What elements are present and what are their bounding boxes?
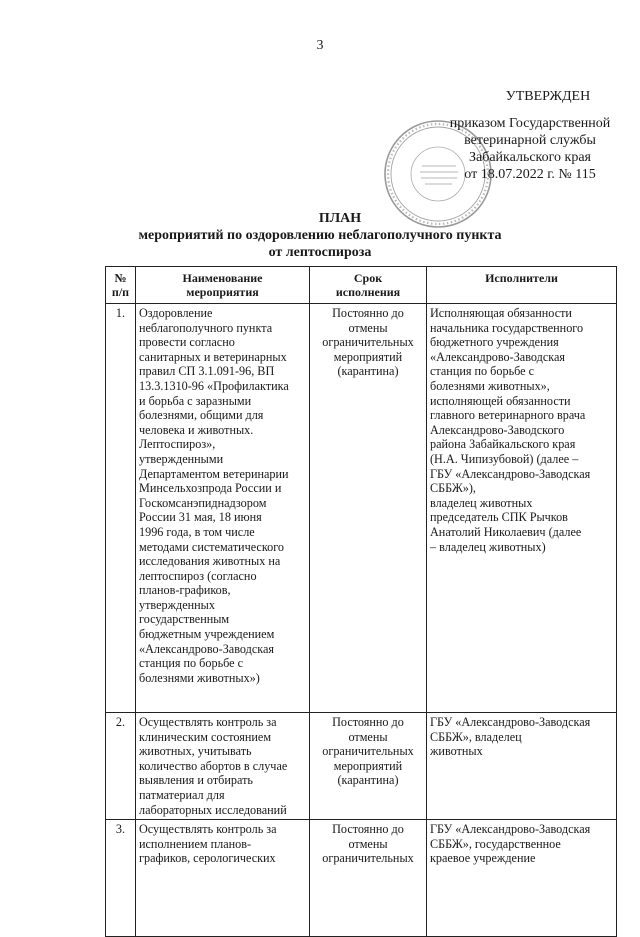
measures-table-wrap (105, 266, 616, 937)
table-row (106, 820, 617, 937)
approval-line: Забайкальского края (468, 150, 591, 165)
row-number: 2. (106, 713, 136, 820)
header-number: № п/п (106, 267, 136, 304)
row-executors: Исполняющая обязанности начальника государственного бюджетного учреждения «Александрово-Заводская станция по борьбе с болезнями животных», исполняющей обязанности главного ветеринарного врача Александрово-Заводского района Забайкальского края (Н.А. Чипизубовой) (далее – ГБУ «Александрово-Заводская СББЖ»), владелец животных председатель СПК Рычков Анатолий Николаевич (далее – владелец животных) (427, 304, 617, 713)
table-row (106, 713, 617, 820)
row-term: Постоянно до отмены ограничительных мероприятий (карантина) (310, 304, 427, 713)
row-term: Постоянно до отмены ограничительных (310, 820, 427, 937)
row-term: Постоянно до отмены ограничительных мероприятий (карантина) (310, 713, 427, 820)
approval-line: ветеринарной службы (464, 133, 596, 148)
table-header-row (106, 267, 617, 304)
page-number: 3 (316, 38, 324, 53)
header-executors: Исполнители (427, 267, 617, 304)
plan-title: ПЛАН (318, 211, 362, 226)
row-activity: Осуществлять контроль за исполнением планов- графиков, серологических (136, 820, 310, 937)
row-executors: ГБУ «Александрово-Заводская СББЖ», владелец животных (427, 713, 617, 820)
approval-title: УТВЕРЖДЕН (505, 89, 591, 104)
row-activity: Оздоровление неблагополучного пункта провести согласно санитарных и ветеринарных правил СП 3.1.091-96, ВП 13.3.1310-96 «Профилактика и борьба с заразными болезнями, общими для человека и животных. Лептоспироз», утвержденными Департаментом ветеринарии Минсельхозпрода России и Госкомсанэпиднадзором России 31 мая, 18 июня 1996 года, в том числе методами систематического исследования животных на лептоспироз (согласно планов-графиков, утвержденных государственным бюджетным учреждением «Александрово-Заводская станция по борьбе с болезнями животных») (136, 304, 310, 713)
header-activity: Наименование мероприятия (136, 267, 310, 304)
row-number: 3. (106, 820, 136, 937)
approval-line: от 18.07.2022 г. № 115 (464, 167, 596, 182)
approval-line: приказом Государственной (449, 116, 611, 131)
measures-table (105, 266, 617, 937)
table-row (106, 304, 617, 713)
plan-subtitle: от лептоспироза (268, 245, 372, 260)
row-activity: Осуществлять контроль за клиническим состоянием животных, учитывать количество абортов в случае выявления и отбирать патматериал для лабораторных исследований (136, 713, 310, 820)
approval-block (430, 88, 630, 183)
row-number: 1. (106, 304, 136, 713)
row-executors: ГБУ «Александрово-Заводская СББЖ», государственное краевое учреждение (427, 820, 617, 937)
plan-subtitle: мероприятий по оздоровлению неблагополучного пункта (138, 228, 502, 243)
header-term: Срок исполнения (310, 267, 427, 304)
document-heading (0, 210, 640, 261)
